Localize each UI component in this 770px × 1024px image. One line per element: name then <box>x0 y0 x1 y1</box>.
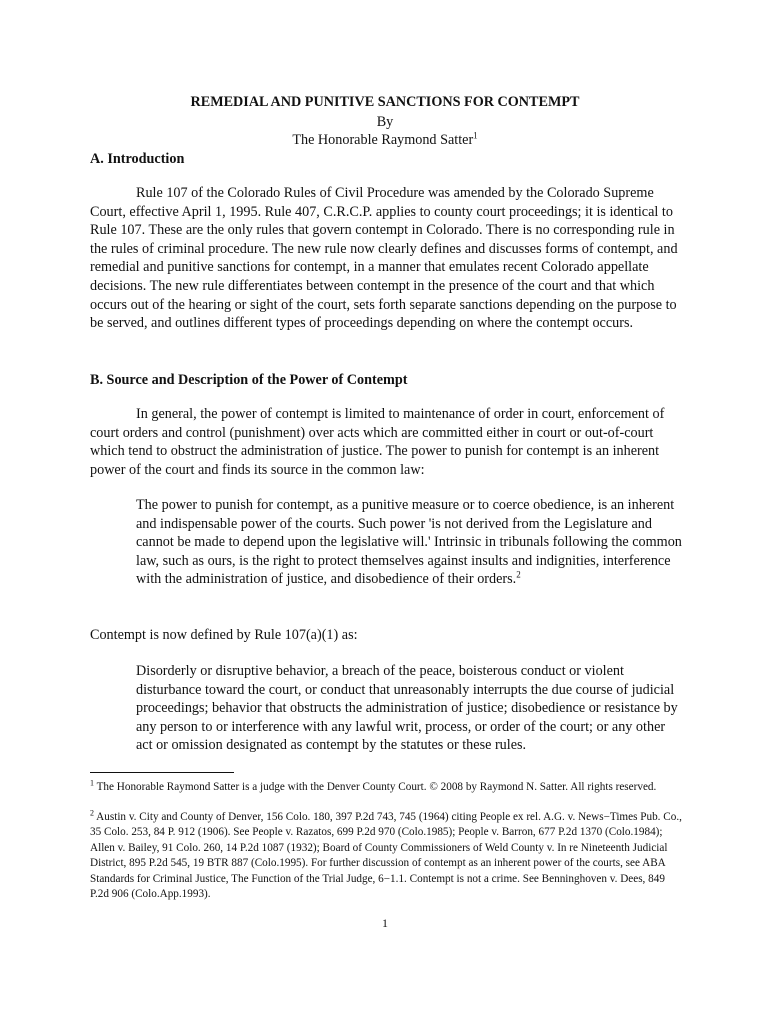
footnote-2-text: Austin v. City and County of Denver, 156 Colo. 180, 397 P.2d 743, 745 (1964) citing People ex rel. A.G. v. News−Times Pub. Co., 35 Colo. 253, 84 P. 912 (1906). See People v. Razatos, 699 P.2d 970 (Colo.1985); People v. Barron, 677 P.2d 1370 (Colo.1984); Allen v. Bailey, 91 Colo. 260, 14 P.2d 1087 (1932); Board of County Commissioners of Weld County v. In re Nineteenth Judicial District, 895 P.2d 545, 19 BTR 887 (Colo.1995). For further discussion of contempt as an inherent power of the courts, see ABA Standards for Criminal Justice, The Function of the Trial Judge, 6−1.1. Contempt is not a crime. See Benninghoven v. Dees, 849 P.2d 906 (Colo.App.1993). <box>90 811 682 901</box>
footnote-2 <box>90 810 682 902</box>
footnote-2-number: 2 <box>90 808 94 818</box>
block-quote-contempt-power <box>136 496 684 589</box>
footnote-1-number: 1 <box>90 778 94 788</box>
block-quote-text: The power to punish for contempt, as a punitive measure or to coerce obedience, is an inherent and indispensable power of the courts. Such power 'is not derived from the Legislature and cannot be made to depend upon the legislative will.' Intrinsic in tribunals following the common law, such as ours, is the right to protect themselves against insults and indignities, interference with the administration of justice, and disobedience of their orders. <box>136 497 682 588</box>
block-quote-definition: Disorderly or disruptive behavior, a breach of the peace, boisterous conduct or violent disturbance toward the court, or conduct that unreasonably interrupts the due course of judicial proceedings; behavior that obstructs the administration of justice; disobedience or resistance by any person to or interference with any lawful writ, process, or order of the court; or any other act or omission designated as contempt by the statutes or these rules. <box>136 663 678 754</box>
section-heading-introduction: A. Introduction <box>90 151 185 167</box>
footnote-1 <box>90 780 682 795</box>
page-number: 1 <box>382 916 388 930</box>
footnote-divider <box>90 772 234 773</box>
footnote-1-text: The Honorable Raymond Satter is a judge with the Denver County Court. © 2008 by Raymond N. Satter. All rights reserved. <box>94 781 657 793</box>
introduction-paragraph: Rule 107 of the Colorado Rules of Civil Procedure was amended by the Colorado Supreme Court, effective April 1, 1995. Rule 407, C.R.C.P. applies to county court proceedings; it is identical to Rule 107. These are the only rules that govern contempt in Colorado. There is no corresponding rule in the rules of criminal procedure. The new rule now clearly defines and discusses forms of contempt, and remedial and punitive sanctions for contempt, in a manner that emulates recent Colorado appellate decisions. The new rule differentiates between contempt in the presence of the court and that which occurs out of the hearing or sight of the court, sets forth separate sanctions depending on the purpose to be served, and outlines different types of proceedings depending on where the contempt occurs. <box>90 185 678 332</box>
section-heading-source: B. Source and Description of the Power of Contempt <box>90 372 408 388</box>
author-name: The Honorable Raymond Satter <box>292 132 474 148</box>
document-title: REMEDIAL AND PUNITIVE SANCTIONS FOR CONTEMPT <box>190 94 580 110</box>
footnote-ref-1[interactable]: 1 <box>473 130 478 141</box>
author-line <box>90 131 680 149</box>
definition-intro: Contempt is now defined by Rule 107(a)(1) as: <box>90 627 358 643</box>
source-paragraph: In general, the power of contempt is limited to maintenance of order in court, enforcement of court orders and control (punishment) over acts which are committed either in court or out-of-court which tend to obstruct the administration of justice. The power to punish for contempt is an inherent power of the court and finds its source in the common law: <box>90 406 665 478</box>
byline: By <box>376 114 394 130</box>
footnote-ref-2[interactable]: 2 <box>516 569 521 580</box>
